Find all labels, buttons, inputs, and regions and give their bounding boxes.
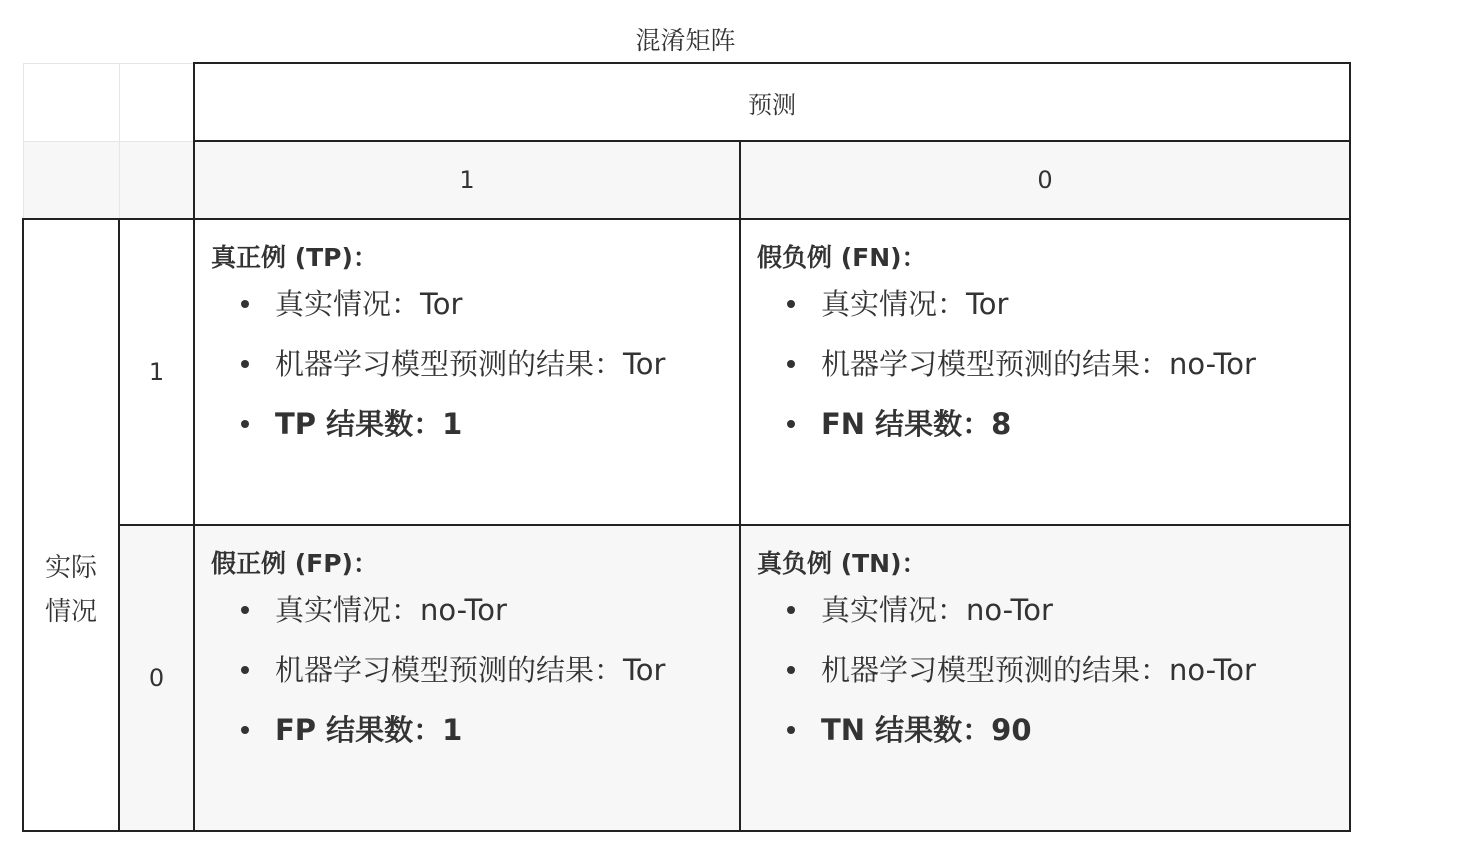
bullet-icon (241, 360, 249, 368)
predicted-header: 预测 (194, 63, 1350, 141)
list-item: 真实情况：Tor (241, 286, 723, 322)
fn-title: 假负例 (FN)： (757, 243, 927, 272)
predicted-value-0-header: 0 (740, 141, 1350, 219)
list-item: 机器学习模型预测的结果：Tor (241, 346, 723, 382)
table-caption: 混淆矩阵 (635, 26, 736, 55)
bullet-icon (787, 666, 795, 674)
actual-value-0-label: 0 (119, 525, 194, 831)
list-item: 机器学习模型预测的结果：Tor (241, 652, 723, 688)
fn-list (757, 286, 1333, 442)
actual-row-0 (23, 525, 1350, 831)
actual-header (23, 219, 119, 831)
actual-header-line2: 情况 (44, 597, 97, 627)
empty-corner-cell (23, 141, 119, 219)
list-item: FP 结果数：1 (241, 712, 723, 748)
tn-cell (740, 525, 1350, 831)
predicted-value-1-header: 1 (194, 141, 740, 219)
header-row-predicted-values (23, 141, 1350, 219)
bullet-icon (787, 300, 795, 308)
bullet-icon (241, 420, 249, 428)
bullet-icon (787, 606, 795, 614)
fp-cell (194, 525, 740, 831)
tn-list (757, 592, 1333, 748)
fp-list (211, 592, 723, 748)
header-row-predicted (23, 63, 1350, 141)
tp-list (211, 286, 723, 442)
bullet-icon (241, 666, 249, 674)
confusion-matrix-table (22, 62, 1351, 832)
actual-header-line1: 实际 (44, 553, 97, 583)
actual-row-1 (23, 219, 1350, 525)
list-item: FN 结果数：8 (787, 406, 1333, 442)
bullet-icon (787, 726, 795, 734)
bullet-icon (787, 420, 795, 428)
empty-corner-cell (23, 63, 119, 141)
list-item: 真实情况：no-Tor (787, 592, 1333, 628)
bullet-icon (787, 360, 795, 368)
bullet-icon (241, 726, 249, 734)
empty-corner-cell (119, 141, 194, 219)
empty-corner-cell (119, 63, 194, 141)
bullet-icon (241, 300, 249, 308)
tp-title: 真正例 (TP)： (211, 243, 378, 272)
list-item: 机器学习模型预测的结果：no-Tor (787, 652, 1333, 688)
list-item: 真实情况：no-Tor (241, 592, 723, 628)
bullet-icon (241, 606, 249, 614)
actual-value-1-label: 1 (119, 219, 194, 525)
fn-cell (740, 219, 1350, 525)
tn-title: 真负例 (TN)： (757, 549, 927, 578)
list-item: 真实情况：Tor (787, 286, 1333, 322)
list-item: TP 结果数：1 (241, 406, 723, 442)
fp-title: 假正例 (FP)： (211, 549, 378, 578)
list-item: TN 结果数：90 (787, 712, 1333, 748)
list-item: 机器学习模型预测的结果：no-Tor (787, 346, 1333, 382)
tp-cell (194, 219, 740, 525)
